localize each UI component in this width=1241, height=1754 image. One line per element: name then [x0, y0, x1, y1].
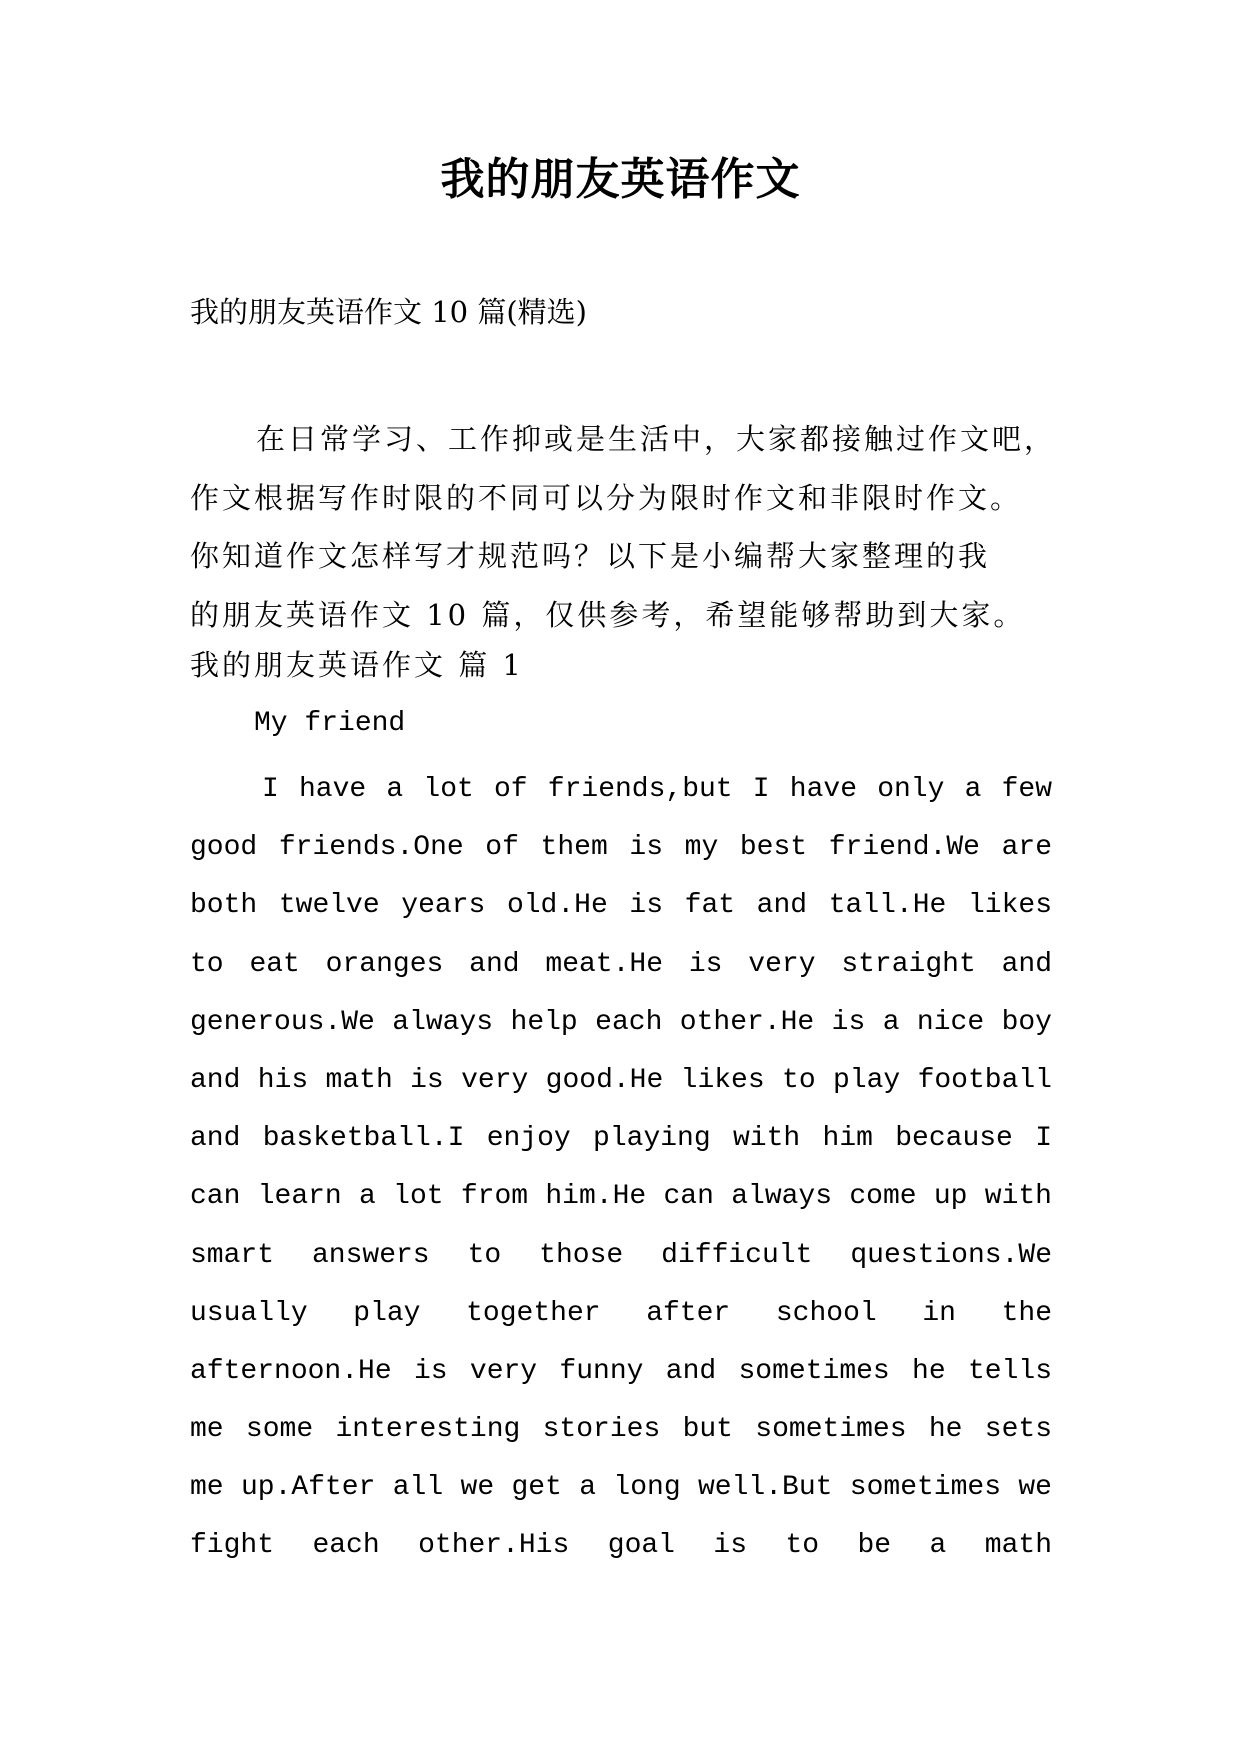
document-subtitle: 我的朋友英语作文 10 篇(精选): [190, 295, 587, 329]
essay-body: [190, 761, 1052, 1576]
intro-paragraph: [190, 410, 1057, 644]
essay-line: I have a lot of friends,but I have only a few: [262, 774, 1052, 805]
essay-line: to eat oranges and meat.He is very straight and: [190, 948, 1052, 980]
essay-line: smart answers to those difficult questions.We: [190, 1239, 1052, 1271]
intro-line: 作文根据写作时限的不同可以分为限时作文和非限时作文。: [190, 480, 1023, 515]
essay-line: both twelve years old.He is fat and tall.He likes: [190, 890, 1052, 922]
essay-line: generous.We always help each other.He is a nice boy: [190, 1006, 1052, 1038]
intro-line: 的朋友英语作文 10 篇，仅供参考，希望能够帮助到大家。: [190, 597, 1026, 632]
essay-line: and his math is very good.He likes to play football: [190, 1064, 1052, 1096]
essay-line: fight each other.His goal is to be a math: [190, 1530, 1052, 1562]
essay-line: me up.After all we get a long well.But sometimes we: [190, 1472, 1052, 1504]
essay-line: afternoon.He is very funny and sometimes he tells: [190, 1355, 1052, 1387]
essay-heading: 我的朋友英语作文 篇 1: [190, 648, 524, 682]
essay-line: can learn a lot from him.He can always come up with: [190, 1181, 1052, 1213]
intro-line: 在日常学习、工作抑或是生活中，大家都接触过作文吧，: [256, 422, 1057, 456]
essay-line: me some interesting stories but sometimes he sets: [190, 1414, 1052, 1446]
essay-line: usually play together after school in the: [190, 1297, 1052, 1329]
intro-line: 你知道作文怎样写才规范吗？以下是小编帮大家整理的我: [190, 539, 991, 573]
essay-title: My friend: [254, 708, 406, 739]
essay-line: and basketball.I enjoy playing with him because I: [190, 1123, 1052, 1155]
page-title: 我的朋友英语作文: [440, 154, 801, 205]
essay-line: good friends.One of them is my best friend.We are: [190, 832, 1052, 864]
